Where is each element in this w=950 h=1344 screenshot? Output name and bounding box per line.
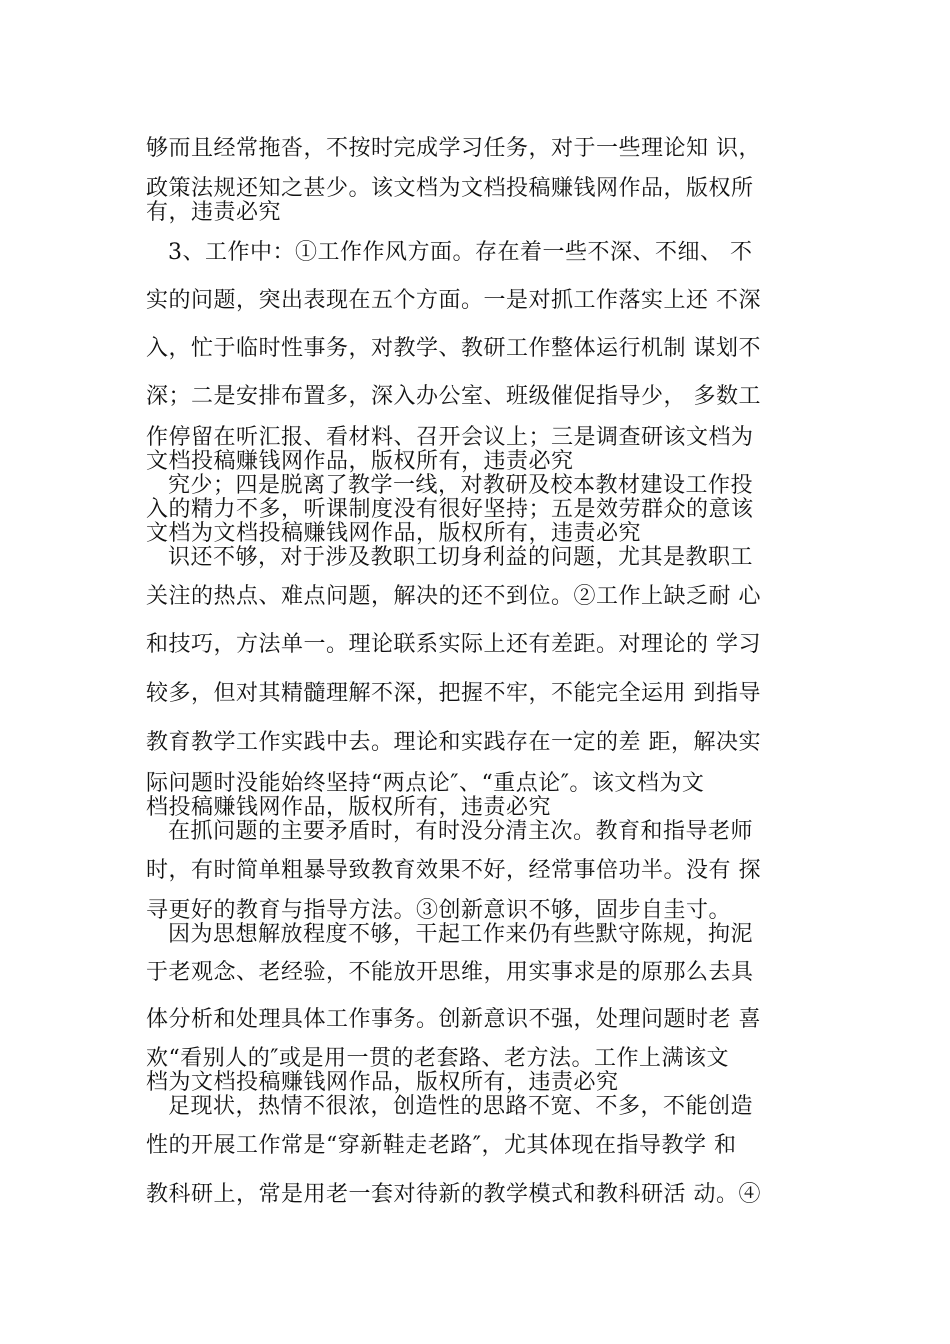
- text-line: 入，忙于临时性事务，对教学、教研工作整体运行机制 谋划不: [146, 336, 761, 361]
- text-line: 档投稿赚钱网作品，版权所有，违责必究: [146, 795, 552, 820]
- text-line: 在抓问题的主要矛盾时，有时没分清主次。教育和指导老师: [168, 819, 754, 844]
- text-line: 于老观念、老经验，不能放开思维，用实事求是的原那么去具: [146, 960, 754, 985]
- text-line: 教育教学工作实践中去。理论和实践存在一定的差 距，解决实: [146, 730, 761, 755]
- text-line: 作停留在听汇报、看材料、召开会议上；三是调查研该文档为: [146, 425, 754, 450]
- text-line: 体分析和处理具体工作事务。创新意识不强，处理问题时老 喜: [146, 1007, 761, 1032]
- text-line: 较多，但对其精髓理解不深，把握不牢，不能完全运用 到指导: [146, 681, 761, 706]
- text-line: 时，有时简单粗暴导致教育效果不好，经常事倍功半。没有 探: [146, 858, 761, 883]
- text-line: 文档投稿赚钱网作品，版权所有，违责必究: [146, 449, 574, 474]
- text-line: 实的问题，突出表现在五个方面。一是对抓工作落实上还 不深: [146, 288, 761, 313]
- text-line: 教科研上，常是用老一套对待新的教学模式和教科研活 动。④: [146, 1182, 761, 1207]
- text-line: 够而且经常拖沓，不按时完成学习任务，对于一些理论知 识，: [146, 136, 761, 161]
- text-line: 档为文档投稿赚钱网作品，版权所有，违责必究: [146, 1070, 619, 1095]
- text-line: 关注的热点、难点问题，解决的还不到位。②工作上缺乏耐 心: [146, 584, 761, 609]
- text-line: 政策法规还知之甚少。该文档为文档投稿赚钱网作品，版权所: [146, 176, 754, 201]
- text-line: 足现状，热情不很浓，创造性的思路不宽、不多，不能创造: [168, 1094, 754, 1119]
- text-line: 因为思想解放程度不够，干起工作来仍有些默守陈规，拘泥: [168, 922, 754, 947]
- text-line: 深；二是安排布置多，深入办公室、班级催促指导少， 多数工: [146, 384, 761, 409]
- text-line: 究少；四是脱离了教学一线，对教研及校本教材建设工作投: [168, 473, 754, 498]
- text-line: 和技巧，方法单一。理论联系实际上还有差距。对理论的 学习: [146, 632, 761, 657]
- text-line: 文档为文档投稿赚钱网作品，版权所有，违责必究: [146, 521, 642, 546]
- text-line: 有，违责必究: [146, 200, 282, 225]
- text-line: 际问题时没能始终坚持“两点论″、“重点论″。该文档为文: [146, 771, 705, 796]
- text-line: 3、工作中：①工作作风方面。存在着一些不深、不细、 不: [168, 240, 753, 265]
- text-line: 性的开展工作常是“穿新鞋走老路″，尤其体现在指导教学 和: [146, 1133, 737, 1158]
- text-line: 寻更好的教育与指导方法。③创新意识不够，固步自圭寸。: [146, 898, 732, 923]
- text-line: 识还不够，对于涉及教职工切身利益的问题，尤其是教职工: [168, 545, 754, 570]
- text-line: 欢“看别人的″或是用一贯的老套路、老方法。工作上满该文: [146, 1046, 729, 1071]
- text-line: 入的精力不多，听课制度没有很好坚持；五是效劳群众的意该: [146, 497, 754, 522]
